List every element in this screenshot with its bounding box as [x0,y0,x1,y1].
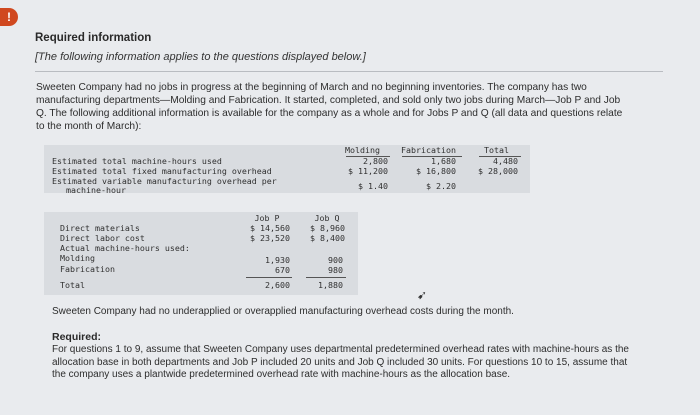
row-label: Estimated total machine-hours used [52,156,222,166]
row-label: Direct materials [60,223,140,233]
divider [35,71,663,72]
row-label: Total [60,280,85,290]
cell: 1,930 [265,255,290,265]
mouse-cursor-icon: ➹ [417,288,428,302]
col-header-fabrication: Fabrication [401,145,456,155]
overhead-note: Sweeten Company had no underapplied or overapplied manufacturing overhead costs during the month. [52,306,514,317]
row-label: Actual machine-hours used: [60,243,190,253]
row-label: Fabrication [60,264,115,274]
alert-icon: ! [0,8,18,26]
required-heading: Required: [52,331,102,343]
total-rule [246,277,292,278]
col-header-molding: Molding [345,145,380,155]
cell: $ 1.40 [358,181,388,191]
section-title: Required information [35,32,152,44]
cell: 4,480 [493,156,518,166]
info-note: [The following information applies to the questions displayed below.] [35,51,366,63]
cell: $ 14,560 [250,223,290,233]
cell: $ 16,800 [416,166,456,176]
required-text: For questions 1 to 9, assume that Sweeten Company uses departmental predetermined overhead rates with machine-hours as the allocation base in both departments and Job P included 20 units and Job Q included 30 units. For questions 10 to 15, assume that the company uses a plantwide predetermined overhead rate with machine-hours as the allocation base. [52,344,629,380]
cell: 1,680 [431,156,456,166]
cell: $ 8,960 [310,223,345,233]
row-label: Estimated variable manufacturing overhead per [52,176,277,186]
cell: 900 [328,255,343,265]
cell: $ 23,520 [250,233,290,243]
cell: $ 2.20 [426,181,456,191]
intro-paragraph: Sweeten Company had no jobs in progress at the beginning of March and no beginning inventories. The company has two manufacturing departments—Molding and Fabrication. It started, completed, and sold only two jobs during March—Job P and Job Q. The following additional information is available for the company as a whole and for Jobs P and Q (all data and questions relate to the month of March): [36,82,623,133]
cell: $ 8,400 [310,233,345,243]
row-label: Molding [60,253,95,263]
row-label: Direct labor cost [60,233,145,243]
cell: 1,880 [318,280,343,290]
cell: $ 28,000 [478,166,518,176]
cell: 2,600 [265,280,290,290]
total-rule [306,277,346,278]
col-header-job-p: Job P [254,213,280,223]
cell: 2,800 [363,156,388,166]
cell: 670 [275,265,290,275]
cell: $ 11,200 [348,166,388,176]
row-label: Estimated total fixed manufacturing overhead [52,166,272,176]
col-header-total: Total [484,145,509,155]
cell: 980 [328,265,343,275]
col-header-job-q: Job Q [314,213,340,223]
row-label-cont: machine-hour [66,185,126,195]
